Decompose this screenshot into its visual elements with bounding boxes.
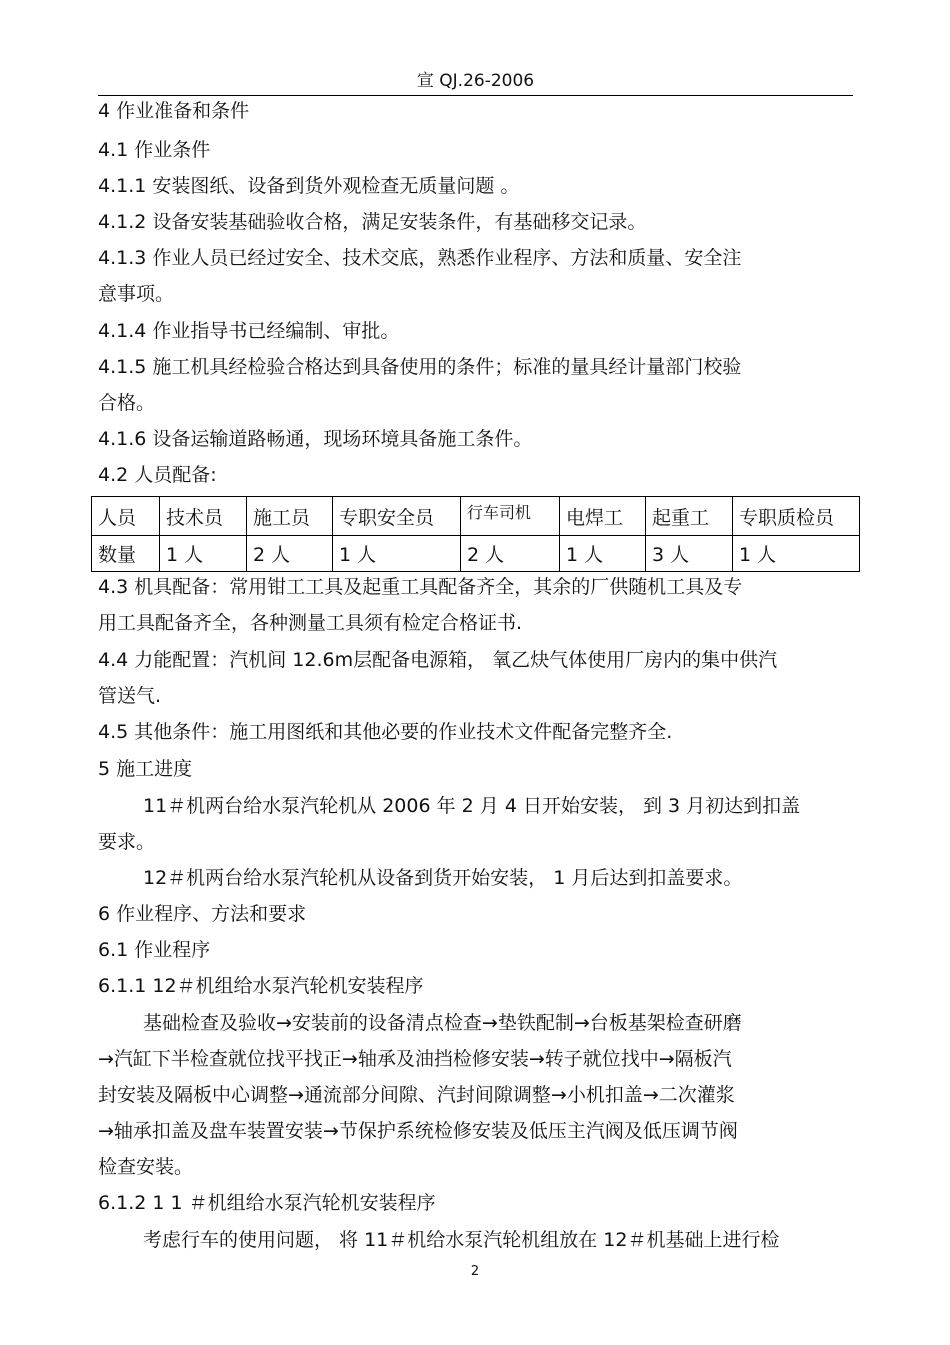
section-4-5: 4.5 其他条件：施工用图纸和其他必要的作业技术文件配备完整齐全. (98, 721, 673, 743)
table-cell: 3 人 (646, 536, 733, 572)
staff-allocation-table (91, 496, 860, 572)
section-6-title: 6 作业程序、方法和要求 (98, 903, 307, 925)
table-cell: 起重工 (646, 497, 733, 536)
table-cell: 2 人 (461, 536, 560, 572)
section-6-1-title: 6.1 作业程序 (98, 939, 211, 961)
page-number: 2 (470, 1264, 480, 1279)
table-cell: 2 人 (247, 536, 333, 572)
table-cell: 数量 (92, 536, 160, 572)
item-4-1-3-line1: 4.1.3 作业人员已经过安全、技术交底，熟悉作业程序、方法和质量、安全注 (98, 247, 742, 269)
section-4-4-line1: 4.4 力能配置：汽机间 12.6m层配备电源箱， 氧乙炔气体使用厂房内的集中供汽 (98, 649, 778, 671)
table-cell: 1 人 (333, 536, 461, 572)
table-row-roles (92, 497, 860, 536)
item-4-1-3-line2: 意事项。 (98, 283, 175, 305)
document-header-code: 宣 QJ.26-2006 (98, 70, 853, 96)
item-4-1-2: 4.1.2 设备安装基础验收合格，满足安装条件，有基础移交记录。 (98, 211, 647, 233)
schedule-paragraph-1-line2: 要求。 (98, 831, 156, 853)
procedure-11-line1: 考虑行车的使用问题， 将 11＃机给水泵汽轮机组放在 12＃机基础上进行检 (143, 1229, 780, 1251)
item-4-1-4: 4.1.4 作业指导书已经编制、审批。 (98, 320, 400, 342)
table-cell: 施工员 (247, 497, 333, 536)
section-4-3-line2: 用工具配备齐全，各种测量工具须有检定合格证书. (98, 612, 523, 634)
section-4-3-line1: 4.3 机具配备：常用钳工工具及起重工具配备齐全，其余的厂供随机工具及专 (98, 576, 743, 598)
table-cell: 1 人 (160, 536, 247, 572)
item-4-1-5-line2: 合格。 (98, 392, 156, 414)
procedure-12-line3: 封安装及隔板中心调整→通流部分间隙、汽封间隙调整→小机扣盖→二次灌浆 (98, 1084, 735, 1106)
table-row-counts (92, 536, 860, 572)
section-4-4-line2: 管送气. (98, 685, 162, 707)
schedule-paragraph-2: 12＃机两台给水泵汽轮机从设备到货开始安装， 1 月后达到扣盖要求。 (143, 867, 743, 889)
table-cell: 1 人 (560, 536, 646, 572)
section-4-1-title: 4.1 作业条件 (98, 139, 211, 161)
table-cell: 1 人 (733, 536, 860, 572)
item-4-1-1: 4.1.1 安装图纸、设备到货外观检查无质量问题 。 (98, 175, 520, 197)
table-cell: 技术员 (160, 497, 247, 536)
section-6-1-1-title: 6.1.1 12＃机组给水泵汽轮机安装程序 (98, 975, 424, 997)
procedure-12-line1: 基础检查及验收→安装前的设备清点检查→垫铁配制→台板基架检查研磨 (143, 1012, 742, 1034)
table-cell: 专职安全员 (333, 497, 461, 536)
table-cell: 行车司机 (461, 497, 560, 536)
item-4-1-5-line1: 4.1.5 施工机具经检验合格达到具备使用的条件；标准的量具经计量部门校验 (98, 356, 742, 378)
section-6-1-2-title: 6.1.2 1 1 ＃机组给水泵汽轮机安装程序 (98, 1192, 436, 1214)
item-4-1-6: 4.1.6 设备运输道路畅通，现场环境具备施工条件。 (98, 428, 533, 450)
procedure-12-line2: →汽缸下半检查就位找平找正→轴承及油挡检修安装→转子就位找中→隔板汽 (98, 1048, 732, 1070)
section-5-title: 5 施工进度 (98, 758, 193, 780)
procedure-12-line5: 检查安装。 (98, 1156, 194, 1178)
schedule-paragraph-1-line1: 11＃机两台给水泵汽轮机从 2006 年 2 月 4 日开始安装， 到 3 月初达到扣盖 (143, 795, 801, 817)
table-cell: 专职质检员 (733, 497, 860, 536)
section-4-title: 4 作业准备和条件 (98, 100, 250, 122)
section-4-2-title: 4.2 人员配备: (98, 464, 217, 486)
procedure-12-line4: →轴承扣盖及盘车装置安装→节保护系统检修安装及低压主汽阀及低压调节阀 (98, 1120, 738, 1142)
table-cell: 人员 (92, 497, 160, 536)
table-cell: 电焊工 (560, 497, 646, 536)
